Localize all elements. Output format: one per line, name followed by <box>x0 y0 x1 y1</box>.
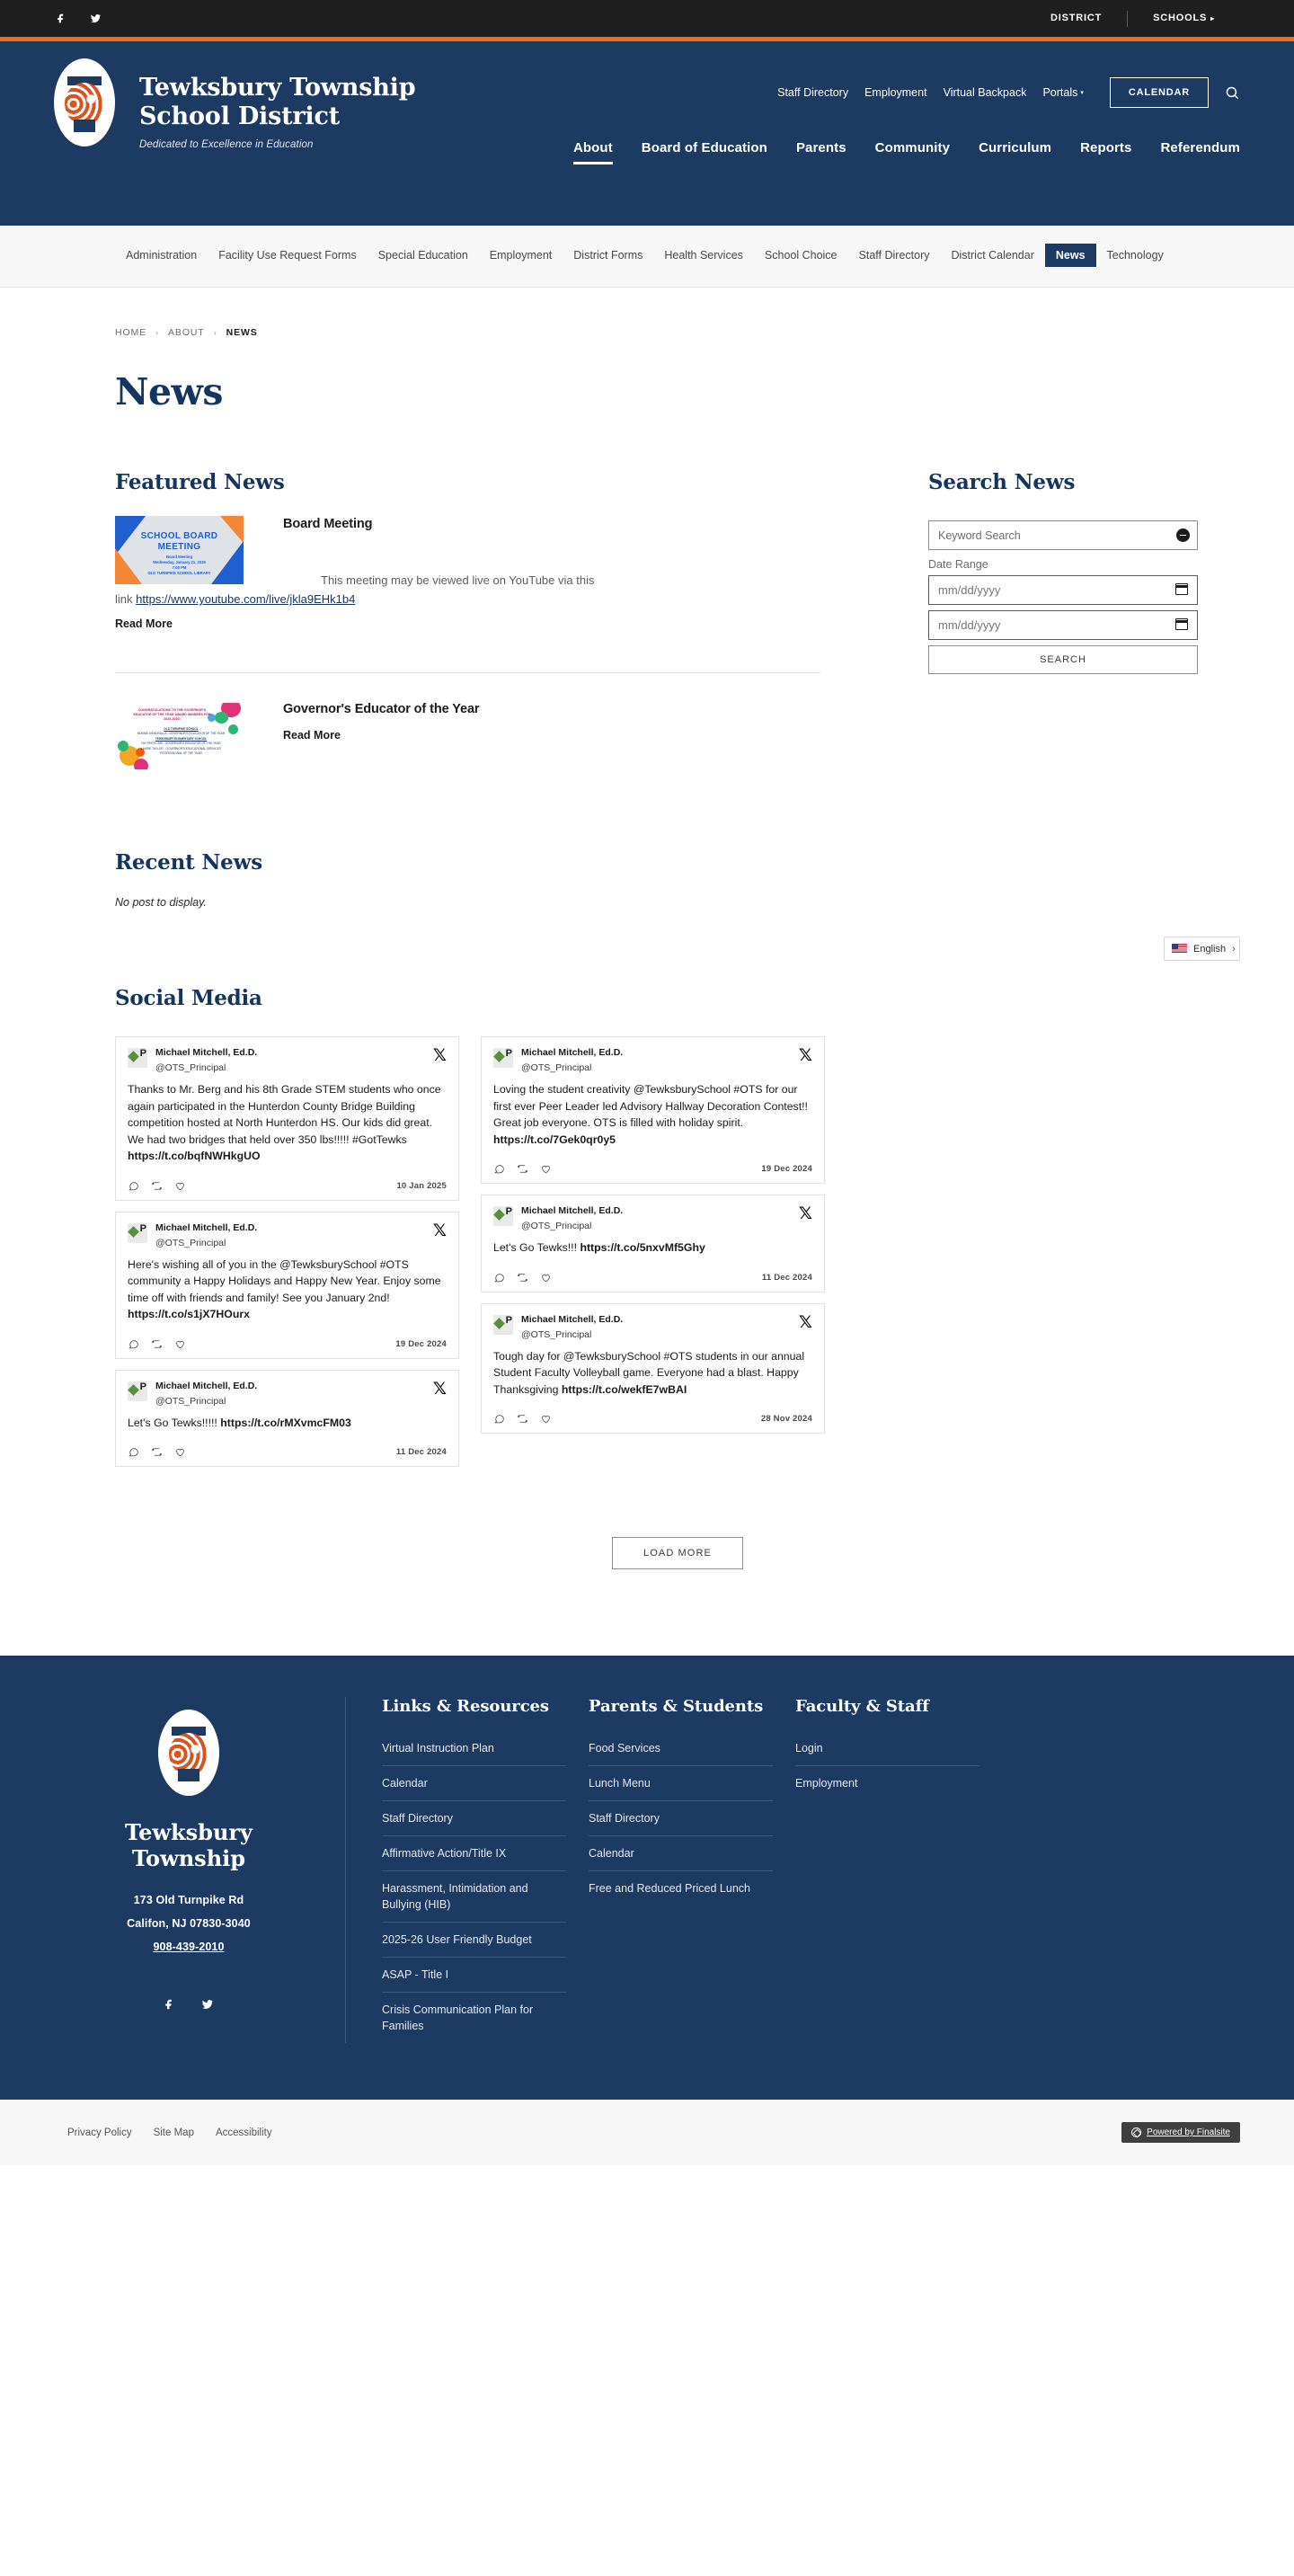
tweet-link[interactable]: https://t.co/7Gek0qr0y5 <box>493 1133 616 1146</box>
tweet-link[interactable]: https://t.co/s1jX7HOurx <box>128 1308 250 1320</box>
list-item <box>382 1731 566 1766</box>
list-item <box>382 1993 566 2043</box>
load-more-button[interactable]: LOAD MORE <box>612 1537 743 1569</box>
footer-name-line2: Township <box>131 1845 246 1871</box>
thumb-title-line2: MEETING <box>157 542 201 552</box>
x-logo-icon: 𝕏 <box>798 1204 812 1223</box>
tweet-header <box>493 1047 812 1075</box>
tweet-link[interactable]: https://t.co/rMXvmcFM03 <box>220 1416 351 1429</box>
gov-headline-line1: CONGRATULATIONS TO THE GOVERNOR'S <box>137 708 207 712</box>
tweet-author-handle: @OTS_Principal <box>155 1395 226 1407</box>
quick-link-staff-directory[interactable]: Staff Directory <box>777 86 849 99</box>
section-navigation <box>0 226 1294 288</box>
retweet-icon <box>517 1413 528 1425</box>
social-media-column <box>481 1036 825 1467</box>
quick-link-employment[interactable]: Employment <box>864 86 927 99</box>
footer-link-list <box>795 1731 979 1800</box>
search-news-heading: Search News <box>928 470 1076 494</box>
nav-item-community[interactable]: Community <box>874 140 951 155</box>
like-icon <box>540 1413 552 1425</box>
retweet-icon <box>151 1446 163 1458</box>
tweet-link[interactable]: https://t.co/wekfE7wBAI <box>561 1382 687 1396</box>
like-icon <box>174 1338 186 1350</box>
utility-social-links <box>54 12 102 26</box>
footer-link[interactable]: Lunch Menu <box>589 1777 651 1790</box>
tweet-actions[interactable] <box>493 1163 552 1175</box>
tweet-text: Loving the student creativity @TewksburySchool #OTS for our first ever Peer Leader led Advisory Hallway Decoration Contest!! Great job everyone. OTS is filled with holiday spirit. https://t.co/7Gek0qr0y5 <box>493 1083 808 1146</box>
footer-link[interactable]: Calendar <box>589 1847 634 1860</box>
featured-youtube-link[interactable]: https://www.youtube.com/live/jkla9EHk1b4 <box>136 592 356 606</box>
retweet-icon <box>517 1272 528 1284</box>
x-logo-icon: 𝕏 <box>798 1311 812 1332</box>
footer-phone-link[interactable]: 908-439-2010 <box>153 1941 225 1953</box>
avatar <box>493 1206 513 1226</box>
like-icon <box>540 1163 552 1175</box>
finalsite-logo-icon <box>1131 2127 1141 2137</box>
footer-column <box>382 1697 589 2043</box>
tweet-card[interactable] <box>481 1036 825 1184</box>
tweet-text: Let's Go Tewks!!! https://t.co/5nxvMf5Ghy <box>493 1241 705 1254</box>
tweet-card[interactable] <box>481 1195 825 1292</box>
recent-news-empty-message: No post to display. <box>115 896 207 909</box>
tweet-link[interactable]: https://t.co/5nxvMf5Ghy <box>580 1241 705 1254</box>
quick-link-portals-label: Portals <box>1042 86 1078 99</box>
social-media-section <box>54 909 1240 1569</box>
nav-item-reports[interactable]: Reports <box>1080 140 1132 155</box>
footer-link-columns <box>345 1697 1240 2043</box>
tweet-author-handle: @OTS_Principal <box>521 1062 592 1073</box>
site-title-line2: School District <box>139 102 340 130</box>
list-item <box>795 1766 979 1800</box>
footer-logo[interactable] <box>158 1710 219 1796</box>
list-item <box>589 1871 773 1905</box>
bottom-bar-links <box>54 2127 272 2138</box>
subnav-item-district-forms[interactable]: District Forms <box>573 249 643 262</box>
tweet-date: 28 Nov 2024 <box>760 1414 812 1424</box>
keyword-clear-icon[interactable] <box>1176 529 1190 542</box>
featured-news-title[interactable]: Governor's Educator of the Year <box>283 702 480 716</box>
thumb-sub-line3: 7:00 PM <box>172 565 187 570</box>
tweet-author-name: Michael Mitchell, Ed.D. <box>155 1047 258 1058</box>
breadcrumb-item-news: NEWS <box>226 327 258 338</box>
footer-address-line2: Califon, NJ 07830-3040 <box>127 1917 251 1930</box>
tweet-header <box>128 1378 447 1408</box>
reply-icon <box>128 1180 139 1192</box>
subnav-item-technology[interactable]: Technology <box>1106 249 1164 262</box>
tweet-header <box>493 1311 812 1342</box>
featured-news-heading: Featured News <box>115 470 285 494</box>
language-label: English <box>1193 943 1227 955</box>
tweet-card[interactable] <box>115 1036 459 1201</box>
footer-link[interactable]: Harassment, Intimidation and Bullying (HIB) <box>382 1882 528 1911</box>
bottom-link-site-map[interactable]: Site Map <box>153 2127 194 2138</box>
footer-link[interactable]: Affirmative Action/Title IX <box>382 1847 507 1860</box>
reply-icon <box>493 1413 505 1425</box>
list-item <box>589 1836 773 1871</box>
tweet-author-block <box>155 1047 257 1075</box>
search-submit-button[interactable]: SEARCH <box>928 645 1198 674</box>
keyword-search-input[interactable] <box>928 520 1198 550</box>
tweet-date: 11 Dec 2024 <box>395 1447 447 1457</box>
bottom-bar <box>0 2097 1294 2165</box>
tweet-footer <box>493 1413 812 1425</box>
search-news-panel <box>928 470 1198 770</box>
footer-link-list <box>589 1731 773 1905</box>
tweet-card[interactable] <box>481 1303 825 1435</box>
subnav-item-school-choice[interactable]: School Choice <box>764 249 838 262</box>
thumb-sub-line1: Board Meeting <box>165 555 193 559</box>
tweet-footer <box>493 1272 812 1284</box>
footer-column-heading: Faculty & Staff <box>795 1697 929 1716</box>
tweet-date: 10 Jan 2025 <box>396 1180 447 1191</box>
page-title: News <box>115 370 223 413</box>
chevron-right-icon: › <box>1232 943 1236 955</box>
subnav-item-special-education[interactable]: Special Education <box>377 249 468 262</box>
masthead <box>0 41 1294 226</box>
district-logo[interactable] <box>54 58 115 147</box>
thumb-sub-line4: OLD TURNPIKE SCHOOL LIBRARY <box>147 571 211 575</box>
gov-body-line1: OLD TURNPIKE SCHOOL <box>164 727 199 731</box>
footer-address-line1: 173 Old Turnpike Rd <box>133 1894 244 1906</box>
tweet-header <box>128 1047 447 1075</box>
list-item <box>382 1871 566 1923</box>
tweet-author-handle: @OTS_Principal <box>521 1221 592 1231</box>
featured-desc-line1: This meeting may be viewed live on YouTube via this <box>321 573 595 587</box>
footer-link-list <box>382 1731 566 2043</box>
thumb-sub-line2: Wednesday, January 21, 2026 <box>153 560 206 564</box>
footer-link[interactable]: ASAP - Title I <box>382 1968 449 1981</box>
recent-news-section <box>54 770 1240 909</box>
tweet-author-handle: @OTS_Principal <box>155 1237 226 1248</box>
subnav-item-administration[interactable]: Administration <box>126 249 198 262</box>
main-navigation <box>559 140 1240 164</box>
tweet-date: 19 Dec 2024 <box>395 1338 447 1349</box>
twitter-icon[interactable] <box>201 1998 214 2015</box>
tweet-actions[interactable] <box>128 1180 186 1192</box>
language-selector[interactable] <box>1164 937 1240 961</box>
bottom-link-accessibility[interactable]: Accessibility <box>215 2127 272 2138</box>
retweet-icon <box>151 1180 163 1192</box>
thumb-title-line1: SCHOOL BOARD <box>140 531 218 541</box>
like-icon <box>174 1180 186 1192</box>
search-icon[interactable] <box>1225 85 1240 101</box>
utility-link-schools[interactable] <box>1128 0 1240 37</box>
date-from-input[interactable] <box>928 575 1198 605</box>
subnav-item-news[interactable]: News <box>1045 244 1096 267</box>
list-item <box>382 1801 566 1836</box>
footer-link[interactable]: Login <box>795 1742 823 1754</box>
facebook-icon[interactable] <box>54 12 68 26</box>
breadcrumb-item-about[interactable]: ABOUT <box>168 327 205 338</box>
gov-headline-line2: EDUCATOR OF THE YEAR AWARD WINNERS FOR <box>133 713 211 717</box>
tweet-text: Thanks to Mr. Berg and his 8th Grade STEM students who once again participated in the Hunterdon County Bridge Building competition hosted at North Hunterdon HS. Our kids did great. We had two bridges that held over 350 lbs!!!!! #GotTewks https://t.co/bqfNWHkgUO <box>128 1083 441 1162</box>
tweet-author-name: Michael Mitchell, Ed.D. <box>155 1380 258 1391</box>
featured-desc-link-lead: link <box>115 592 133 606</box>
tweet-actions[interactable] <box>128 1338 186 1350</box>
reply-icon <box>493 1272 505 1284</box>
logo-base-shape <box>74 120 95 132</box>
subnav-item-facility-use-request-forms[interactable]: Facility Use Request Forms <box>218 249 357 262</box>
gov-body-line2: BONNIE MENDRALLA - GOVERNOR'S EDUCATOR OF THE YEAR <box>137 731 226 735</box>
footer-column-heading: Parents & Students <box>589 1697 764 1716</box>
tweet-text: Here's wishing all of you in the @TewksburySchool #OTS community a Happy Holidays and Happy New Year. Enjoy some time off with friends and family! See you January 2nd! https://t.co/s1jX7HOurx <box>128 1257 441 1320</box>
list-item <box>382 1766 566 1801</box>
breadcrumb-item-home[interactable]: HOME <box>115 327 147 338</box>
chevron-right-icon: ▸ <box>1210 14 1215 22</box>
featured-news-title[interactable]: Board Meeting <box>283 517 373 531</box>
tweet-author-name: Michael Mitchell, Ed.D. <box>155 1221 258 1233</box>
quick-links-row <box>769 77 1240 108</box>
featured-read-more-link[interactable]: Read More <box>115 617 173 630</box>
tweet-author-block <box>155 1381 257 1408</box>
reply-icon <box>128 1338 139 1350</box>
breadcrumb <box>54 288 1240 338</box>
nav-item-about[interactable]: About <box>559 140 627 164</box>
facebook-icon[interactable] <box>164 1998 176 2015</box>
logo-base-shape <box>178 1769 199 1781</box>
x-logo-icon: 𝕏 <box>432 1220 447 1240</box>
site-footer <box>0 1656 1294 2097</box>
chevron-down-icon: ▾ <box>1080 90 1084 96</box>
gov-headline-line3: 2025-2026! <box>164 717 181 722</box>
tweet-footer <box>493 1163 812 1175</box>
footer-link[interactable]: Free and Reduced Priced Lunch <box>589 1882 750 1895</box>
tweet-actions[interactable] <box>493 1413 552 1425</box>
tweet-author-name: Michael Mitchell, Ed.D. <box>521 1313 624 1325</box>
twitter-icon[interactable] <box>88 12 102 26</box>
reply-icon <box>493 1163 505 1175</box>
x-logo-icon: 𝕏 <box>432 1045 447 1065</box>
avatar <box>128 1381 147 1401</box>
footer-link[interactable]: Staff Directory <box>589 1812 660 1825</box>
nav-item-referendum[interactable]: Referendum <box>1160 140 1240 155</box>
like-icon <box>174 1446 186 1458</box>
tweet-actions[interactable] <box>128 1446 186 1458</box>
utility-bar <box>0 0 1294 37</box>
footer-link[interactable]: Calendar <box>382 1777 428 1790</box>
featured-news-description <box>115 571 825 608</box>
list-item <box>382 1958 566 1993</box>
recent-news-heading: Recent News <box>115 850 262 875</box>
tweet-card[interactable] <box>115 1370 459 1468</box>
chevron-right-icon: › <box>213 328 217 337</box>
date-to-input[interactable] <box>928 610 1198 640</box>
featured-news-item <box>115 494 825 640</box>
featured-desc-line2 <box>115 590 825 608</box>
tweet-text: Tough day for @TewksburySchool #OTS students in our annual Student Faculty Volleyball game. Everyone had a blast. Happy Thanksgiving https://t.co/wekfE7wBAI <box>493 1349 805 1396</box>
featured-thumbnail-governors-educator[interactable] <box>115 702 244 770</box>
nav-item-board-of-education[interactable]: Board of Education <box>641 140 767 155</box>
masthead-title-block <box>139 74 415 150</box>
quick-link-portals[interactable] <box>1034 86 1091 99</box>
list-item <box>589 1766 773 1801</box>
tweet-footer <box>128 1446 447 1458</box>
powered-by-finalsite-badge[interactable] <box>1121 2122 1240 2143</box>
footer-name-line1: Tewksbury <box>125 1819 253 1845</box>
powered-by-label: Powered by Finalsite <box>1147 2127 1230 2137</box>
subnav-item-district-calendar[interactable]: District Calendar <box>951 249 1034 262</box>
tweet-date: 19 Dec 2024 <box>761 1164 812 1174</box>
list-item <box>795 1731 979 1766</box>
subnav-item-employment[interactable]: Employment <box>489 249 553 262</box>
footer-link[interactable]: Food Services <box>589 1742 660 1754</box>
footer-link[interactable]: Employment <box>795 1777 858 1790</box>
list-item <box>589 1801 773 1836</box>
tweet-header <box>493 1205 812 1233</box>
like-icon <box>540 1272 552 1284</box>
tweet-actions[interactable] <box>493 1272 552 1284</box>
footer-column <box>589 1697 795 2043</box>
avatar <box>493 1315 513 1335</box>
avatar <box>128 1048 147 1068</box>
tweet-author-block <box>155 1222 257 1250</box>
featured-news-item <box>115 673 825 770</box>
calendar-button[interactable]: CALENDAR <box>1110 77 1209 108</box>
tweet-text: Let's Go Tewks!!!!! https://t.co/rMXvmcFM03 <box>128 1416 351 1429</box>
tweet-author-name: Michael Mitchell, Ed.D. <box>521 1047 624 1058</box>
social-media-grid <box>115 1036 825 1467</box>
gov-body-line6: PROFESSIONAL OF THE YEAR <box>160 751 202 755</box>
nav-item-curriculum[interactable]: Curriculum <box>979 140 1052 155</box>
list-item <box>382 1836 566 1871</box>
utility-right-links <box>1025 0 1240 37</box>
avatar <box>493 1048 513 1068</box>
reply-icon <box>128 1446 139 1458</box>
main-column <box>115 470 825 770</box>
gov-body-line4: FAY PERTICARI - GOVERNOR'S EDUCATOR OF THE YEAR <box>141 741 221 745</box>
tweet-link[interactable]: https://t.co/bqfNWHkgUO <box>128 1150 261 1162</box>
gov-body-line5: LAURIE TAYLOR - GOVERNOR'S EDUCATIONAL SERVICES <box>141 747 221 751</box>
x-logo-icon: 𝕏 <box>432 1378 447 1399</box>
tweet-author-block <box>521 1314 623 1342</box>
tweet-author-name: Michael Mitchell, Ed.D. <box>521 1205 624 1216</box>
featured-read-more-link[interactable]: Read More <box>283 729 341 742</box>
quick-link-virtual-backpack[interactable]: Virtual Backpack <box>943 86 1027 99</box>
footer-link[interactable]: 2025-26 User Friendly Budget <box>382 1933 532 1946</box>
tweet-footer <box>128 1180 447 1192</box>
tweet-footer <box>128 1338 447 1350</box>
nav-item-parents[interactable]: Parents <box>795 140 846 155</box>
subnav-item-health-services[interactable]: Health Services <box>664 249 743 262</box>
chevron-right-icon: › <box>155 328 160 337</box>
social-media-heading: Social Media <box>115 986 262 1010</box>
footer-brand <box>54 1697 324 2043</box>
x-logo-icon: 𝕏 <box>798 1045 812 1065</box>
avatar <box>128 1223 147 1243</box>
bottom-link-privacy-policy[interactable]: Privacy Policy <box>67 2127 132 2138</box>
list-item <box>382 1923 566 1958</box>
site-title-line1: Tewksbury Township <box>139 74 416 102</box>
footer-social-links <box>54 1998 324 2015</box>
content-columns <box>54 413 1240 770</box>
retweet-icon <box>517 1163 528 1175</box>
site-tagline: Dedicated to Excellence in Education <box>139 139 314 150</box>
footer-column-heading: Links & Resources <box>382 1697 549 1716</box>
subnav-item-staff-directory[interactable]: Staff Directory <box>858 249 930 262</box>
utility-link-schools-label: SCHOOLS <box>1153 13 1208 23</box>
tweet-author-block <box>521 1205 623 1233</box>
utility-link-district[interactable]: DISTRICT <box>1050 13 1103 23</box>
footer-link[interactable]: Staff Directory <box>382 1812 453 1825</box>
tweet-author-block <box>521 1047 623 1075</box>
retweet-icon <box>151 1338 163 1350</box>
tweet-author-handle: @OTS_Principal <box>155 1062 226 1073</box>
tweet-header <box>128 1222 447 1250</box>
footer-column <box>795 1697 1002 2043</box>
tweet-card[interactable] <box>115 1212 459 1359</box>
social-media-column <box>115 1036 459 1467</box>
masthead-right <box>559 41 1240 226</box>
list-item <box>589 1731 773 1766</box>
tweet-author-handle: @OTS_Principal <box>521 1328 592 1340</box>
tweet-date: 11 Dec 2024 <box>761 1272 812 1283</box>
us-flag-icon <box>1172 944 1187 954</box>
footer-link[interactable]: Crisis Communication Plan for Families <box>382 2003 534 2032</box>
date-range-label: Date Range <box>928 558 988 571</box>
footer-link[interactable]: Virtual Instruction Plan <box>382 1742 494 1754</box>
gov-body-line3: TEWKSBURY ELEMENTARY SCHOOL <box>155 737 208 742</box>
